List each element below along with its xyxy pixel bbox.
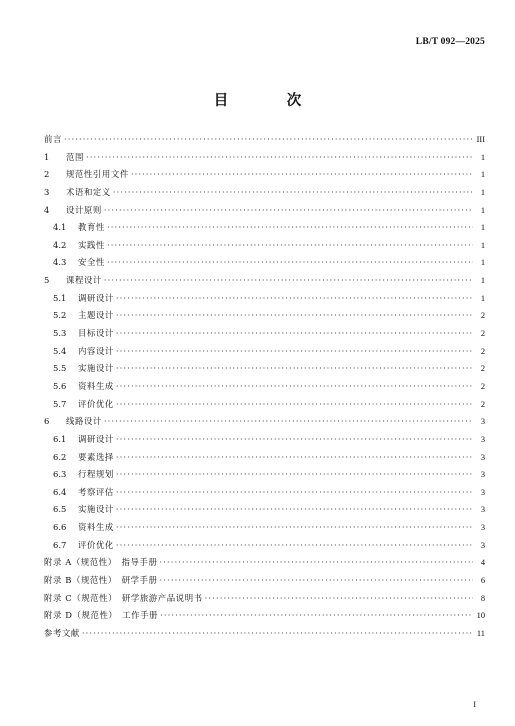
toc-entry-page: 1 xyxy=(480,170,485,180)
toc-entry-page: 3 xyxy=(480,434,485,444)
page-title: 目 次 xyxy=(213,92,324,109)
toc-entry-label: 前言 xyxy=(44,134,62,144)
toc-entry-page: 3 xyxy=(480,523,485,533)
toc-entry-label: 调研设计 xyxy=(78,433,114,444)
toc-entry-page: 6 xyxy=(480,576,485,586)
toc-entry[interactable] xyxy=(44,360,485,378)
toc-entry[interactable] xyxy=(44,607,485,625)
toc-entry-page: 1 xyxy=(480,293,485,303)
toc-entry-page: 3 xyxy=(480,452,485,462)
toc-entry[interactable] xyxy=(44,131,485,149)
toc-entry[interactable] xyxy=(44,590,485,608)
document-code: LB/T 092—2025 xyxy=(415,37,485,47)
toc-entry-number: 5.7 xyxy=(53,398,67,409)
toc-entry-label: 附录 B（规范性） 研学手册 xyxy=(44,575,158,586)
toc-entry-number: 6 xyxy=(44,416,50,427)
toc-entry-label: 主题设计 xyxy=(78,310,114,321)
toc-entry-label: 规范性引用文件 xyxy=(66,169,129,180)
toc-leader-dots xyxy=(104,272,473,290)
toc-entry-page: 3 xyxy=(480,417,485,427)
toc-entry-page: 2 xyxy=(480,399,485,409)
toc-entry[interactable] xyxy=(44,484,485,502)
toc-entry[interactable] xyxy=(44,290,485,308)
toc-entry-number: 6.5 xyxy=(53,504,67,515)
toc-entry-page: 1 xyxy=(480,240,485,250)
toc-entry[interactable] xyxy=(44,166,485,184)
toc-entry[interactable] xyxy=(44,325,485,343)
toc-entry-number: 6.7 xyxy=(53,539,67,550)
toc-entry[interactable] xyxy=(44,537,485,555)
toc-entry-label: 附录 A（规范性） 指导手册 xyxy=(44,557,158,568)
toc-leader-dots xyxy=(107,237,473,255)
toc-leader-dots xyxy=(113,184,473,202)
toc-entry[interactable] xyxy=(44,378,485,396)
toc-leader-dots xyxy=(160,572,473,590)
toc-entry-number: 5.2 xyxy=(53,310,67,321)
toc-entry-label: 参考文献 xyxy=(44,627,80,638)
toc-entry[interactable] xyxy=(44,219,485,237)
toc-entry-number: 5.1 xyxy=(53,292,67,303)
toc-entry-page: 2 xyxy=(480,346,485,356)
toc-entry-label: 行程规划 xyxy=(78,469,114,480)
toc-entry[interactable] xyxy=(44,572,485,590)
toc-entry[interactable] xyxy=(44,413,485,431)
toc-entry[interactable] xyxy=(44,396,485,414)
toc-entry[interactable] xyxy=(44,184,485,202)
toc-entry-label: 考察评估 xyxy=(78,486,114,497)
toc-leader-dots xyxy=(64,131,473,149)
toc-entry-label: 设计原则 xyxy=(66,204,102,215)
toc-entry[interactable] xyxy=(44,254,485,272)
toc-entry-label: 目标设计 xyxy=(78,328,114,339)
toc-leader-dots xyxy=(116,484,473,502)
toc-entry-number: 3 xyxy=(44,186,50,197)
toc-entry-page: 2 xyxy=(480,311,485,321)
toc-entry[interactable] xyxy=(44,554,485,572)
toc-entry-page: 3 xyxy=(480,505,485,515)
toc-entry-number: 4 xyxy=(44,204,50,215)
toc-leader-dots xyxy=(116,290,473,308)
toc-entry[interactable] xyxy=(44,501,485,519)
toc-entry-page: 1 xyxy=(480,205,485,215)
toc-entry-page: 1 xyxy=(480,187,485,197)
toc-entry[interactable] xyxy=(44,149,485,167)
toc-entry-number: 5 xyxy=(44,275,50,286)
toc-leader-dots xyxy=(116,431,473,449)
toc-entry-number: 4.2 xyxy=(53,239,67,250)
toc-entry-page: 4 xyxy=(480,558,485,568)
toc-leader-dots xyxy=(160,607,473,625)
toc-entry-number: 5.4 xyxy=(53,345,67,356)
toc-leader-dots xyxy=(116,449,473,467)
toc-leader-dots xyxy=(116,466,473,484)
toc-entry-page: 3 xyxy=(480,487,485,497)
toc-entry-page: 2 xyxy=(480,329,485,339)
toc-entry-label: 资料生成 xyxy=(78,522,114,533)
toc-entry-label: 要素选择 xyxy=(78,451,114,462)
toc-entry-label: 评价优化 xyxy=(78,398,114,409)
toc-entry-page: 3 xyxy=(480,540,485,550)
toc-leader-dots xyxy=(104,202,473,220)
toc-entry[interactable] xyxy=(44,343,485,361)
toc-entry-label: 实施设计 xyxy=(78,363,114,374)
toc-entry-page: 8 xyxy=(480,593,485,603)
toc-entry[interactable] xyxy=(44,466,485,484)
toc-entry-page: 1 xyxy=(480,258,485,268)
toc-entry-page: III xyxy=(476,135,485,144)
toc-entry-label: 附录 D（规范性） 工作手册 xyxy=(44,610,159,621)
toc-entry-label: 安全性 xyxy=(78,257,105,268)
page-number: I xyxy=(473,700,476,709)
toc-leader-dots xyxy=(104,413,473,431)
toc-entry-page: 10 xyxy=(476,611,485,621)
toc-entry-number: 4.1 xyxy=(53,222,67,233)
toc-entry-number: 5.6 xyxy=(53,380,67,391)
toc-entry-number: 6.1 xyxy=(53,433,67,444)
toc-entry-label: 术语和定义 xyxy=(66,186,111,197)
toc-entry-label: 课程设计 xyxy=(66,275,102,286)
toc-entry-number: 5.5 xyxy=(53,363,67,374)
toc-entry-number: 6.3 xyxy=(53,469,67,480)
toc-entry-page: 1 xyxy=(480,152,485,162)
toc-entry-number: 1 xyxy=(44,151,50,162)
toc-leader-dots xyxy=(116,501,473,519)
toc-entry-page: 1 xyxy=(480,276,485,286)
toc-leader-dots xyxy=(107,219,473,237)
toc-leader-dots xyxy=(116,307,473,325)
toc-entry[interactable] xyxy=(44,307,485,325)
toc-leader-dots xyxy=(116,519,473,537)
toc-entry-page: 2 xyxy=(480,364,485,374)
toc-leader-dots xyxy=(116,537,473,555)
toc-entry-number: 4.3 xyxy=(53,257,67,268)
toc-entry-number: 6.2 xyxy=(53,451,67,462)
toc-leader-dots xyxy=(159,554,473,572)
toc-entry-label: 实践性 xyxy=(78,239,105,250)
toc-entry[interactable] xyxy=(44,237,485,255)
toc-entry-label: 教育性 xyxy=(78,222,105,233)
toc-entry-page: 3 xyxy=(480,470,485,480)
toc-entry-number: 6.6 xyxy=(53,522,67,533)
toc-entry-number: 6.4 xyxy=(53,486,67,497)
toc-leader-dots xyxy=(116,360,473,378)
toc-entry-number: 5.3 xyxy=(53,328,67,339)
toc-leader-dots xyxy=(116,343,473,361)
toc-entry-number: 2 xyxy=(44,169,50,180)
toc-entry[interactable] xyxy=(44,449,485,467)
toc-entry[interactable] xyxy=(44,625,485,643)
toc-entry-page: 1 xyxy=(480,223,485,233)
toc-entry[interactable] xyxy=(44,431,485,449)
toc-entry[interactable] xyxy=(44,272,485,290)
toc-leader-dots xyxy=(116,396,473,414)
toc-leader-dots xyxy=(131,166,473,184)
toc-entry-label: 调研设计 xyxy=(78,292,114,303)
toc-leader-dots xyxy=(82,625,473,643)
toc-entry[interactable] xyxy=(44,202,485,220)
toc-entry-label: 范围 xyxy=(66,151,84,162)
toc-leader-dots xyxy=(205,590,473,608)
toc-entry-page: 11 xyxy=(476,628,485,638)
toc-entry-label: 资料生成 xyxy=(78,380,114,391)
toc-entry-label: 内容设计 xyxy=(78,345,114,356)
toc-leader-dots xyxy=(86,149,473,167)
toc-entry-label: 评价优化 xyxy=(78,539,114,550)
toc-entry-label: 附录 C（规范性） 研学旅游产品说明书 xyxy=(44,592,203,603)
toc-entry-label: 实施设计 xyxy=(78,504,114,515)
table-of-contents xyxy=(44,131,485,643)
toc-entry[interactable] xyxy=(44,519,485,537)
toc-entry-page: 2 xyxy=(480,381,485,391)
toc-entry-label: 线路设计 xyxy=(66,416,102,427)
toc-leader-dots xyxy=(116,378,473,396)
toc-leader-dots xyxy=(116,325,473,343)
toc-leader-dots xyxy=(107,254,473,272)
